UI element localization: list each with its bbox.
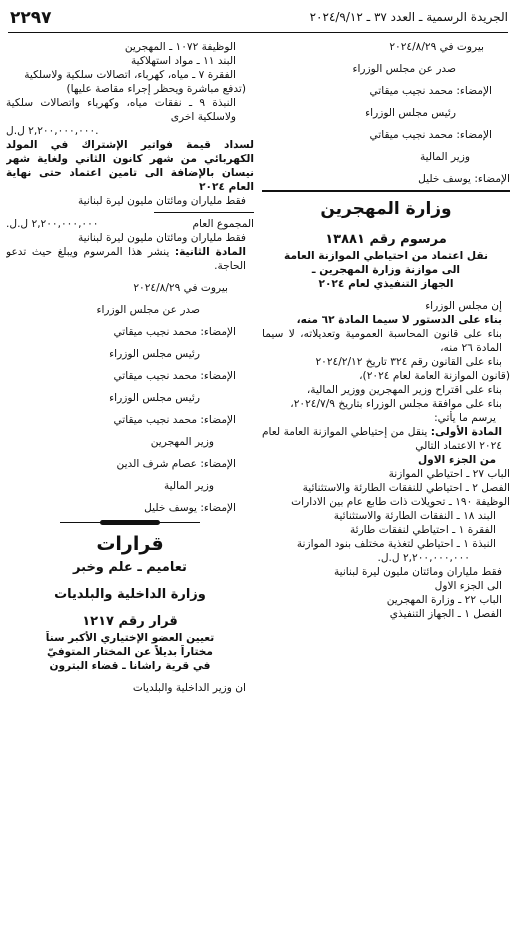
function-190: الوظيفة ١٩٠ ـ تحويلات ذات طابع عام بين الادارات — [291, 496, 510, 508]
clause-9: النبذة ٩ ـ نفقات مياه، وكهرباء واتصالات سلكية ولاسلكية اخرى — [6, 97, 236, 123]
item-18: البند ١٨ ـ النفقات الطارئة والاستثنائية — [333, 510, 496, 522]
decision-subject-line-2: مختاراً بديلاً عن المختار المتوفيّ — [47, 646, 213, 658]
section-2: الفصل ٢ ـ احتياطي للنفقات الطارئة والاستثنائية — [302, 482, 510, 494]
amount-words-2: فقط ملياران ومائتان مليون ليرة لبنانية — [77, 195, 246, 207]
beirut-date: بيروت في ٢٠٢٤/٨/٢٩ — [389, 41, 484, 53]
issued-by-left: صدر عن مجلس الوزراء — [96, 304, 200, 316]
basis-budget-law-note: (قانون الموازنة العامة لعام ٢٠٢٤)، — [359, 370, 510, 382]
finance-minister-title: وزير المالية — [419, 151, 470, 163]
decrees-heading: يرسم ما يأتي: — [434, 412, 496, 424]
separator-line — [262, 190, 510, 192]
decree-subject-line-2: الى موازنة وزارة المهجرين ـ — [311, 264, 461, 276]
basis-proposal: بناء على اقتراح وزير المهجرين ووزير المالية، — [306, 384, 502, 396]
basis-approval: بناء على موافقة مجلس الوزراء بتاريخ ٢٠٢٤/٧/٩، — [290, 398, 502, 410]
article-one-text: ينقل من إحتياطي الموازنة العامة لعام ٢٠٢٤ الاعتماد التالي — [262, 426, 502, 452]
signature-left-5: الإمضاء: يوسف خليل — [144, 502, 236, 514]
interior-ministry-heading: وزارة الداخلية والبلديات — [54, 587, 206, 602]
minister-intro: ان وزير الداخلية والبلديات — [132, 682, 246, 694]
decree-subject-line-1: نقل اعتماد من احتياطي الموازنة العامة — [284, 250, 488, 262]
from-part-one: من الجزء الاول — [417, 454, 496, 466]
paragraph-7-note: (تدفع مباشرة ويحظر إجراء مقاصة عليها) — [66, 83, 246, 95]
decisions-heading: قرارات — [96, 533, 164, 555]
signature-left-1: الإمضاء: محمد نجيب ميقاتي — [113, 326, 236, 338]
signature-finance: الإمضاء: يوسف خليل — [418, 173, 510, 185]
displaced-minister-title: وزير المهجرين — [150, 436, 214, 448]
page-number: ٢٢٩٧ — [10, 8, 52, 28]
function-1072: الوظيفة ١٠٧٢ ـ المهجرين — [124, 41, 236, 53]
decision-subject-line-3: في قرية راشانا ـ قضاء البترون — [49, 660, 211, 672]
gazette-title: الجريدة الرسمية ـ العدد ٣٧ ـ ٢٠٢٤/٩/١٢ — [309, 10, 508, 24]
signature-pm: الإمضاء: محمد نجيب ميقاتي — [369, 85, 492, 97]
decision-number: قرار رقم ١٢١٧ — [82, 614, 178, 629]
basis-accounting-law: بناء على قانون المحاسبة العمومية وتعديلاته، لا سيما المادة ٢٦ منه، — [262, 328, 502, 354]
signature-left-3: الإمضاء: محمد نجيب ميقاتي — [113, 414, 236, 426]
item-11: البند ١١ ـ مواد استهلاكية — [130, 55, 236, 67]
section-1: الفصل ١ ـ الجهاز التنفيذي — [389, 608, 502, 620]
pm-title-left-2: رئيس مجلس الوزراء — [109, 392, 200, 404]
article-two — [6, 245, 254, 273]
basis-constitution: بناء على الدستور لا سيما المادة ٦٢ منه، — [296, 314, 502, 326]
decree-number: مرسوم رقم ١٣٨٨١ — [325, 232, 447, 247]
pm-title: رئيس مجلس الوزراء — [365, 107, 456, 119]
clause-1: النبذة ١ ـ احتياطي لتغذية مختلف بنود الموازنة — [296, 538, 496, 550]
page-header — [8, 6, 508, 33]
decision-subject-line-1: تعيين العضو الإختياري الأكبر سناً — [45, 632, 215, 644]
chapter-27: الباب ٢٧ ـ احتياطي الموازنة — [388, 468, 510, 480]
paragraph-7: الفقرة ٧ ـ مياه، كهرباء، اتصالات سلكية ولاسلكية — [24, 69, 236, 81]
separator-short — [154, 212, 254, 213]
pm-title-left-1: رئيس مجلس الوزراء — [109, 348, 200, 360]
chapter-22: الباب ٢٢ ـ وزارة المهجرين — [386, 594, 502, 606]
signature-pm-2: الإمضاء: محمد نجيب ميقاتي — [369, 129, 492, 141]
signature-left-2: الإمضاء: محمد نجيب ميقاتي — [113, 370, 236, 382]
decree-subject-line-3: الجهاز التنفيذي لعام ٢٠٢٤ — [318, 278, 454, 290]
article-two-label: المادة الثانية: — [174, 246, 247, 258]
finance-minister-title-left: وزير المالية — [163, 480, 214, 492]
grand-total-label: المجموع العام — [192, 218, 254, 230]
grand-total — [6, 217, 254, 231]
ministry-heading: وزارة المهجرين — [320, 199, 452, 219]
council-intro: إن مجلس الوزراء — [425, 300, 502, 312]
amount-words-3: فقط ملياران ومائتان مليون ليرة لبنانية — [77, 232, 246, 244]
purpose-text: لسداد قيمة فواتير الإشتراك في المولد الكهربائي من شهر كانون الثاني ولغاية شهر نيسان بالإضافة الى تامين اعتماد حتى نهاية العام ٢٠٢٤ — [6, 139, 254, 193]
left-column — [6, 40, 254, 695]
basis-budget-law: بناء على القانون رقم ٣٢٤ تاريخ ٢٠٢٤/٢/١٢ — [315, 356, 502, 368]
amount-2: ٢,٢٠٠,٠٠٠,٠٠٠ ل.ل. — [6, 125, 99, 137]
beirut-date-left: بيروت في ٢٠٢٤/٨/٢٩ — [133, 282, 228, 294]
issued-by: صدر عن مجلس الوزراء — [352, 63, 456, 75]
circulars-heading: تعاميم ـ علم وخبر — [73, 560, 187, 575]
article-one-label: المادة الأولى: — [430, 426, 502, 438]
divider-ornament — [60, 519, 200, 526]
paragraph-1: الفقرة ١ ـ احتياطي لنفقات طارئة — [349, 524, 496, 536]
amount-words-1: فقط ملياران ومائتان مليون ليرة لبنانية — [333, 566, 502, 578]
amount-1: ٢,٢٠٠,٠٠٠,٠٠٠ ل.ل. — [377, 552, 470, 564]
grand-total-value: ٢,٢٠٠,٠٠٠,٠٠٠ ل.ل. — [6, 218, 99, 230]
right-column — [262, 40, 510, 621]
to-part-one: الى الجزء الاول — [434, 580, 502, 592]
article-one — [262, 425, 510, 453]
article-two-text: ينشر هذا المرسوم ويبلغ حيث تدعو الحاجة. — [6, 246, 246, 272]
signature-left-4: الإمضاء: عصام شرف الدين — [116, 458, 236, 470]
